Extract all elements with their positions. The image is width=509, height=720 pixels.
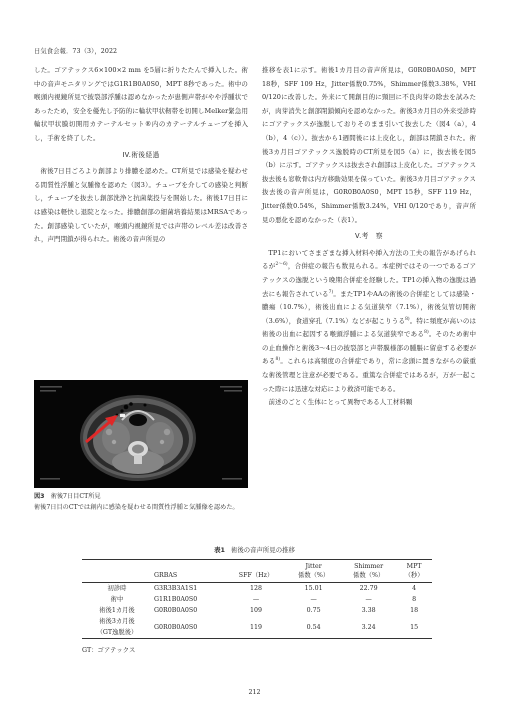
table-cell: 術中 (110, 596, 124, 603)
table-header-cell: Shimmer 係数（%） (341, 560, 396, 583)
table-cell: 0.54 (286, 616, 341, 639)
text-segment: ，合併症の報告も数見られる。本症例ではその一つであるゴアテックスの逸脱という晩期合併症を経験した。TP1の挿入物の逸脱は過去にも報告されている (262, 262, 476, 298)
right-para-1: 推移を表1に示す。術後1カ月目の音声所見は，G0R0B0A0S0，MPT 18秒，SFF 109 Hz，Jitter係数0.75%，Shimmer係数3.38%，VHI 0/120に改善した。外来にて開創目的に頸回に不良肉芽の除去を試みたが，肉芽消失と創部閉鎖傾向を認めなかった。術後3カ月目の外来受診時にゴアテックスが逸脱しておりそのまま引いて抜去した（図4（a），4（b），4（c））。抜去から1週間後には上皮化し，創部は閉鎖された。術後3カ月目ゴアテックス逸脱時のCT所見を図5（a）に，抜去後を図5（b）に示す。ゴアテックスは抜去され創部は上皮化した。ゴアテックス抜去後も窓軟骨は内方移動効果を保っていた。術後3カ月目ゴアテックス抜去後の音声所見は，G0R0B0A0S0，MPT 15秒，SFF 119 Hz，Jitter係数0.54%，Shimmer係数3.24%，VHI 0/120であり，音声所見の悪化を認めなかった（表1）。 (262, 66, 476, 224)
citation-ref: 8) (405, 316, 410, 322)
table-body (82, 583, 432, 639)
text-segment: 。これらは高頻度の合併症であり，常に念頭に置きながらの厳重な術後管理と注意が必要である。重篤な合併症ではあるが，万が一起こった際には迅速な対応により救済可能である。 (262, 357, 476, 393)
right-para-2 (262, 247, 476, 397)
page-number: 212 (248, 689, 261, 696)
table-cell: — (252, 596, 260, 603)
table-cell: G0R0B0A0S0 (152, 616, 226, 639)
table-row (82, 605, 432, 616)
table-cell: 3.38 (361, 607, 376, 614)
table-cell: 18 (410, 607, 419, 614)
figure-title: 術後7日目CT所見 (50, 493, 101, 500)
table-header-cell: SFF（Hz） (226, 560, 286, 583)
table-cell: 109 (250, 607, 263, 614)
figure-caption (34, 491, 248, 513)
table-caption: 術後の音声所見の推移 (230, 546, 295, 554)
table-cell: 3.24 (341, 616, 396, 639)
table-cell: 15 (396, 616, 432, 639)
table-cell: G0R0B0A0S0 (153, 607, 198, 614)
table-cell: 初診時 (107, 585, 127, 592)
table-cell: 22.79 (359, 585, 378, 592)
left-column (34, 64, 248, 247)
ct-scan-image (34, 380, 248, 488)
table-cell: — (310, 596, 317, 603)
citation-ref: 7) (328, 289, 334, 295)
section-heading-discussion: V.考 察 (355, 232, 383, 241)
text-segment: TP1においてさまざまな挿入材料や挿入方法の工夫の報告があげられるが (262, 248, 476, 271)
figure-description: 術後7日目のCTでは創内に感染を疑わせる間質性浮腫と気腫像を認めた。 (34, 504, 239, 511)
table-cell: G1R1B0A0S0 (153, 596, 198, 603)
journal-header: 日気食会報．73（3），2022 (34, 48, 118, 55)
table-row (82, 583, 432, 595)
table-header-cell (82, 560, 152, 583)
table-cell: 128 (250, 585, 263, 592)
table-cell: 0.75 (306, 607, 321, 614)
voice-outcomes-table (82, 559, 432, 639)
table-cell: 術後1カ月後 (99, 607, 135, 614)
figure-label: 図3 (34, 493, 45, 500)
table-cell: 15.01 (304, 585, 323, 592)
table-header-cell: MPT （秒） (396, 560, 432, 583)
left-para-1: した。ゴアテックス6×100×2 mm を5層に折りたたんで挿入した。術中の音声モニタリングではG1R1B0A0S0，MPT 8秒であった。術中の喉頭内視鏡所見で披裂部浮腫は認めなかったが患側声帯がやや浮腫状であったため，安全を優先し予防的に輪状甲状靭帯を切開しMelker緊急用輪状甲状膜切開用カテーテルセット®内のカテーテルチューブを挿入し，手術を終了した。 (34, 66, 248, 142)
text-segment: 。またTP1やAAの術後の合併症としては感染・膿瘍（10.7%），術後出血による気道狭窄（7.1%），術後気管切開術（3.6%），食道穿孔（7.1%）などが起こりうる (262, 289, 476, 325)
table-note: GT：ゴアテックス (82, 647, 136, 654)
text-segment: 。そのため術中の止血操作と術後3～4日の披裂部と声帯膜様部の腫脹に留意する必要がある (262, 330, 476, 366)
right-column (262, 64, 476, 410)
table-cell: 4 (412, 585, 417, 592)
table-cell: 8 (412, 596, 417, 603)
right-para-3: 前述のごとく生体にとって異物である人工材料顆 (268, 398, 413, 407)
citation-ref: 8) (424, 330, 429, 336)
table-header-cell: Jitter 係数（%） (286, 560, 341, 583)
table-cell: — (365, 596, 372, 603)
citation-ref: 2～6) (275, 262, 288, 268)
table-header-cell: GRBAS (152, 560, 226, 583)
table-row (82, 594, 432, 605)
table-label: 表1 (214, 546, 225, 554)
table-header-row (82, 560, 432, 583)
table-cell: 119 (226, 616, 286, 639)
table-row (82, 616, 432, 639)
text-segment: 。特に頻度が高いのは術後の出血に起因する喉頭浮腫による気道狭窄である (262, 316, 477, 339)
citation-ref: 8) (275, 357, 281, 363)
ct-scan-drawing (34, 380, 248, 488)
table-cell: G3R3B3A1S1 (153, 585, 198, 592)
left-para-2: 術後7日目ごろより創部より排膿を認めた。CT所見では感染を疑わせる間質性浮腫と気腫像を認めた（図3）。チューブを介しての感染と判断し，チューブを抜去し創部洗浄と抗菌薬投与を開始した。術後17日目には感染は軽快し退院となった。排膿創部の細菌培養結果はMRSAであった。創部感染していたが，喉頭内視鏡所見では声帯のレベル差は改善され，声門閉鎖が得られた。術後の音声所見の (34, 167, 248, 244)
table-cell: 術後3カ月後 （GT逸脱後） (82, 616, 152, 639)
section-heading-postoperative: IV.術後経過 (122, 150, 160, 159)
table-title (0, 545, 509, 554)
